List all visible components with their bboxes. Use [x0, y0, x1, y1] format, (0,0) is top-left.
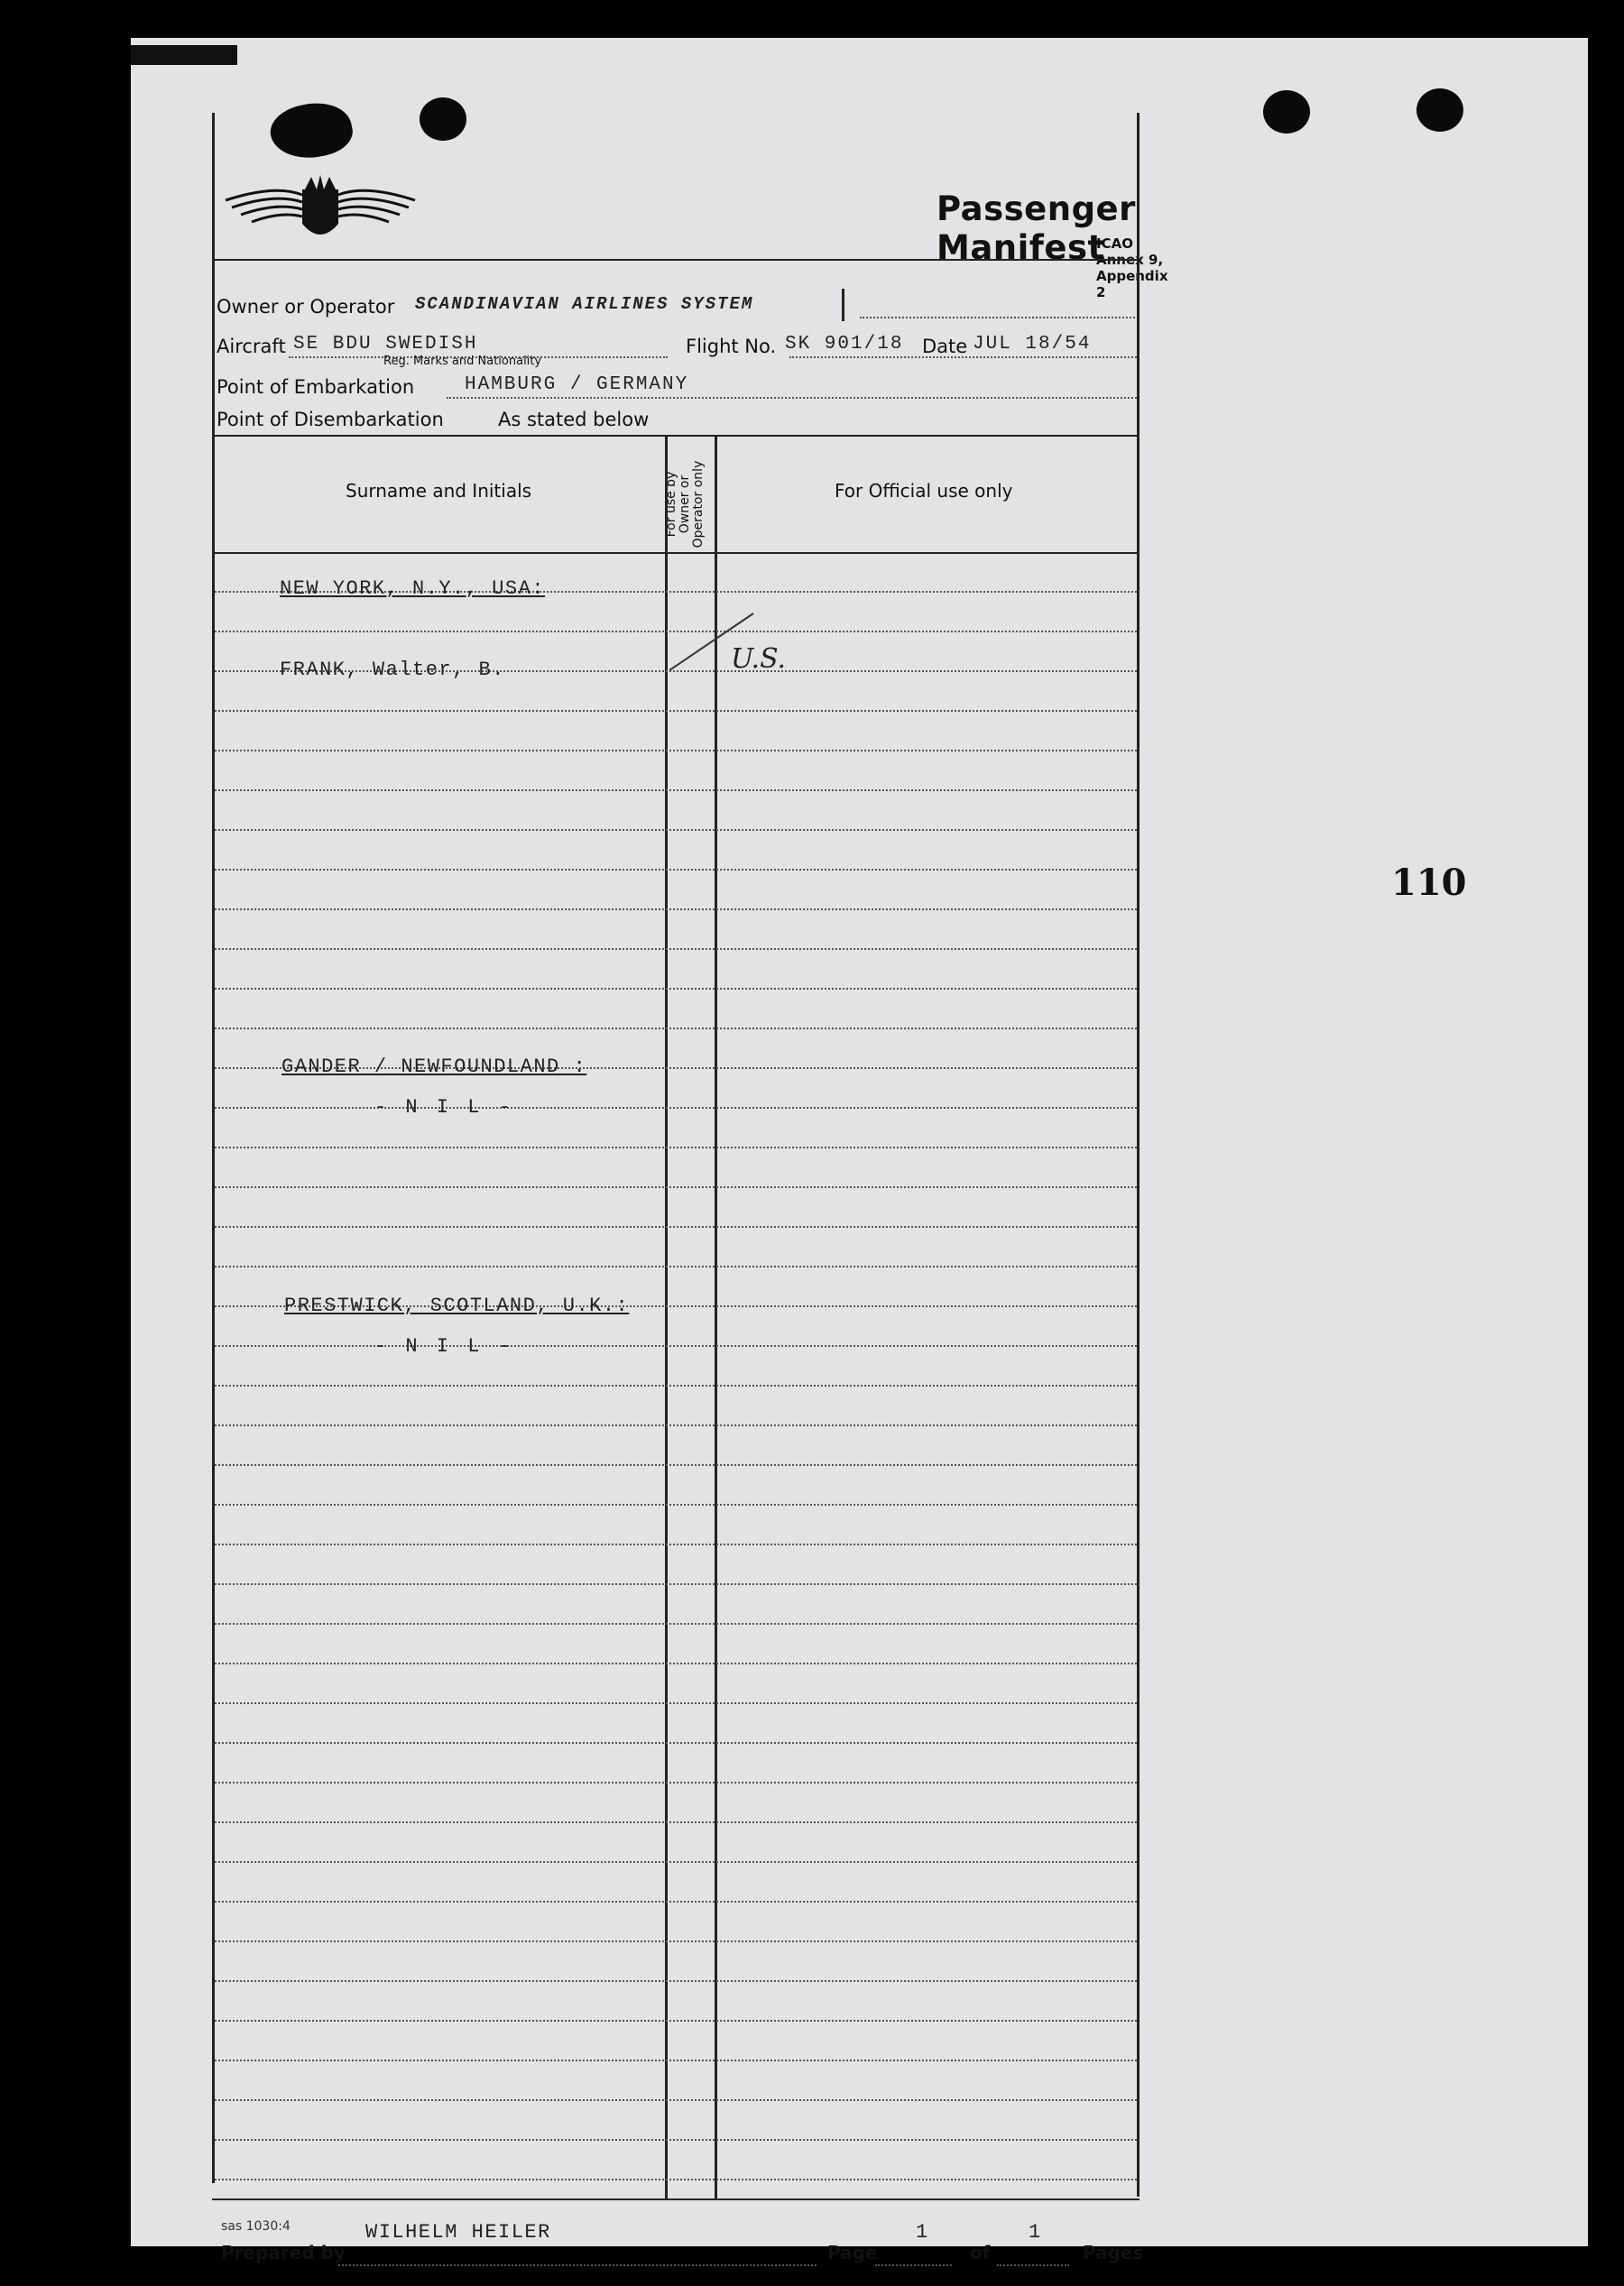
- passenger-nationality: U.S.: [731, 643, 787, 675]
- ruled-line: [215, 789, 1137, 791]
- flight-value: SK 901/18: [785, 334, 904, 355]
- disembark-value: As stated below: [498, 409, 650, 430]
- prepared-by-value: WILHELM HEILER: [365, 2221, 551, 2244]
- ruled-line: [215, 829, 1137, 831]
- ruled-line: [215, 948, 1137, 950]
- ruled-line: [215, 988, 1137, 990]
- ruled-line: [215, 1226, 1137, 1228]
- flight-date-line: [789, 356, 1137, 358]
- page-label: Page: [827, 2242, 878, 2263]
- ruled-line: [215, 1266, 1137, 1267]
- ruled-line: [215, 2139, 1137, 2141]
- column-header-owner-use: For use by Owner or Operator only: [664, 460, 706, 548]
- ruled-line: [215, 2020, 1137, 2022]
- ruled-line: [215, 1186, 1137, 1188]
- aircraft-value: SE BDU SWEDISH: [293, 334, 478, 355]
- page-number: 1: [916, 2221, 929, 2244]
- column-header-official: For Official use only: [835, 480, 1013, 502]
- owner-line: [860, 317, 1135, 318]
- ruled-line: [215, 750, 1137, 751]
- ruled-line: [215, 1504, 1137, 1506]
- column-divider-1: [665, 435, 668, 2198]
- flight-label: Flight No.: [686, 336, 777, 357]
- page-total-line: [997, 2264, 1069, 2266]
- ruled-line: [215, 2179, 1137, 2180]
- reg-note: Reg. Marks and Nationality: [383, 355, 542, 368]
- date-label: Date: [922, 336, 968, 357]
- aircraft-label: Aircraft: [217, 336, 286, 357]
- owner-value: SCANDINAVIAN AIRLINES SYSTEM: [415, 294, 754, 314]
- ruled-line: [215, 1424, 1137, 1426]
- ruled-line: [215, 1702, 1137, 1704]
- prepared-by-line: [338, 2264, 817, 2266]
- ruled-line: [215, 710, 1137, 712]
- destination-heading-new-york: NEW YORK, N.Y., USA:: [280, 577, 546, 600]
- date-value: JUL 18/54: [973, 334, 1092, 355]
- ruled-line: [215, 1901, 1137, 1903]
- column-header-surname: Surname and Initials: [346, 480, 532, 502]
- ruled-line: [215, 1980, 1137, 1982]
- gander-nil: - N I L -: [374, 1096, 514, 1119]
- prestwick-nil: - N I L -: [374, 1335, 514, 1358]
- page-total: 1: [1029, 2221, 1042, 2244]
- tab-mark: [131, 45, 237, 65]
- prepared-by-label: Prepared by: [221, 2242, 346, 2263]
- owner-divider: [842, 289, 844, 321]
- column-divider-2: [715, 435, 717, 2198]
- ruled-line: [215, 1940, 1137, 1942]
- of-label: of: [970, 2242, 991, 2263]
- ruled-line: [215, 1147, 1137, 1148]
- ruled-line: [215, 1544, 1137, 1545]
- punch-hole: [1416, 88, 1463, 132]
- column-header-bottom: [212, 552, 1140, 554]
- column-header-top: [212, 435, 1140, 437]
- embark-line: [447, 397, 1137, 399]
- ruled-line: [215, 1663, 1137, 1664]
- punch-hole: [1263, 90, 1310, 134]
- ruled-line: [215, 1623, 1137, 1625]
- destination-heading-prestwick: PRESTWICK, SCOTLAND, U.K.:: [284, 1295, 630, 1317]
- ruled-line: [215, 908, 1137, 910]
- ruled-line: [215, 1782, 1137, 1784]
- passenger-name: FRANK, Walter, B.: [280, 659, 505, 681]
- page-line: [875, 2264, 952, 2266]
- ruled-line: [215, 1464, 1137, 1466]
- footer-rule: [212, 2198, 1140, 2200]
- form-code: sas 1030:4: [221, 2219, 291, 2234]
- destination-heading-gander: GANDER / NEWFOUNDLAND :: [281, 1055, 587, 1078]
- ruled-line: [215, 1385, 1137, 1387]
- ruled-line: [215, 869, 1137, 871]
- pages-label: Pages: [1083, 2242, 1144, 2263]
- ruled-line: [215, 1821, 1137, 1823]
- ruled-line: [215, 1107, 1137, 1109]
- ruled-line: [215, 1345, 1137, 1347]
- embark-label: Point of Embarkation: [217, 376, 415, 398]
- ruled-line: [215, 2099, 1137, 2101]
- header-rule: [212, 259, 1140, 261]
- ruled-line: [215, 2060, 1137, 2061]
- ruled-line: [215, 1028, 1137, 1029]
- frame-right: [1137, 113, 1140, 2197]
- disembark-label: Point of Disembarkation: [217, 409, 444, 430]
- ruled-line: [215, 1742, 1137, 1744]
- owner-label: Owner or Operator: [217, 296, 395, 318]
- margin-number: 110: [1391, 862, 1467, 904]
- ruled-line: [215, 1861, 1137, 1863]
- embark-value: HAMBURG / GERMANY: [465, 374, 689, 395]
- ruled-line: [215, 1583, 1137, 1585]
- page-subtitle: ICAO Annex 9, Appendix 2: [1096, 235, 1168, 300]
- page-title: Passenger Manifest: [937, 189, 1136, 267]
